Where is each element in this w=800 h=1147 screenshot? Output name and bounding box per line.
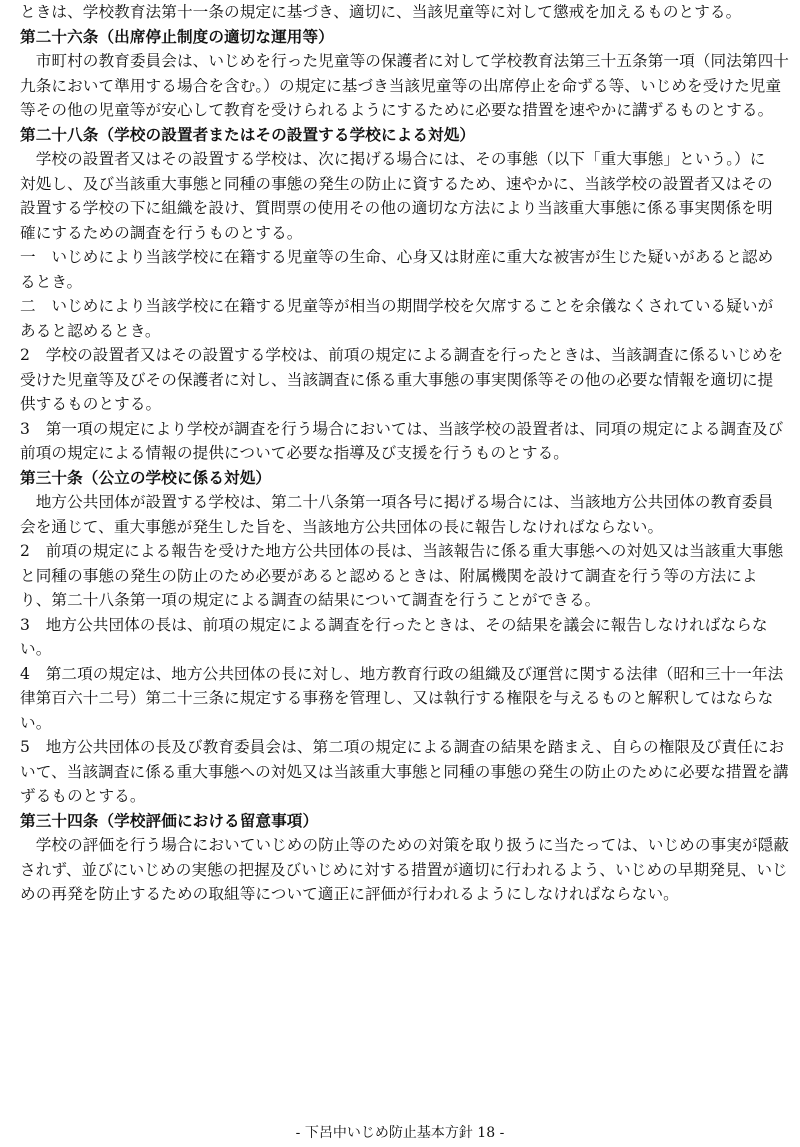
section-heading: 第二十八条（学校の設置者またはその設置する学校による対処） [20, 125, 476, 144]
page-footer: - 下呂中いじめ防止基本方針 18 - [295, 1125, 505, 1141]
text-line: 設置する学校の下に組織を設け、質問票の使用その他の適切な方法により当該重大事態に係る事実関係を明 [20, 199, 773, 217]
text-line: 学校の評価を行う場合においていじめの防止等のための対策を取り扱うに当たっては、いじめの事実が隠蔽 [20, 836, 789, 854]
text-line: 供するものとする。 [20, 395, 162, 413]
document-body [20, 0, 789, 907]
text-line: 一 いじめにより当該学校に在籍する児童等の生命、心身又は財産に重大な被害が生じた疑いがあると認め [20, 248, 774, 266]
text-line: 対処し、及び当該重大事態と同種の事態の発生の防止に資するため、速やかに、当該学校の設置者又はその [20, 174, 773, 193]
text-line: 5 地方公共団体の長及び教育委員会は、第二項の規定による調査の結果を踏まえ、自らの権限及び責任にお [20, 738, 785, 756]
text-line: 4 第二項の規定は、地方公共団体の長に対し、地方教育行政の組織及び運営に関する法律（昭和三十一年法 [20, 664, 784, 683]
text-line: あると認めるとき。 [20, 321, 161, 340]
text-line: 3 地方公共団体の長は、前項の規定による調査を行ったときは、その結果を議会に報告しなければならな [20, 615, 768, 634]
text-line: 会を通じて、重大事態が発生した旨を、当該地方公共団体の長に報告しなければならない。 [20, 517, 664, 536]
text-line: 2 前項の規定による報告を受けた地方公共団体の長は、当該報告に係る重大事態への対処又は当該重大事態 [20, 542, 784, 560]
text-line: ずるものとする。 [20, 787, 146, 805]
text-line: と同種の事態の発生の防止のため必要があると認めるときは、附属機関を設けて調査を行う等の方法によ [20, 566, 758, 585]
text-line: 九条において準用する場合を含む。）の規定に基づき当該児童等の出席停止を命ずる等、いじめを受けた児童 [20, 76, 782, 95]
text-line: 前項の規定による情報の提供について必要な指導及び支援を行うものとする。 [20, 444, 569, 462]
text-line: り、第二十八条第一項の規定による調査の結果について調査を行うことができる。 [20, 591, 601, 609]
text-line: 市町村の教育委員会は、いじめを行った児童等の保護者に対して学校教育法第三十五条第一項（同法第四十 [20, 52, 789, 70]
text-line: されず、並びにいじめの実態の把握及びいじめに対する措置が適切に行われるよう、いじめの早期発見、いじ [20, 860, 788, 879]
text-line: 2 学校の設置者又はその設置する学校は、前項の規定による調査を行ったときは、当該調査に係るいじめを [20, 346, 784, 364]
text-line: 3 第一項の規定により学校が調査を行う場合においては、当該学校の設置者は、同項の規定による調査及び [20, 419, 784, 438]
section-heading: 第三十条（公立の学校に係る対処） [20, 468, 272, 487]
text-line: 学校の設置者又はその設置する学校は、次に掲げる場合には、その事態（以下「重大事態」という。）に [20, 150, 766, 168]
text-line: めの再発を防止するための取組等について適正に評価が行われるようにしなければならない。 [20, 885, 679, 903]
text-line: ときは、学校教育法第十一条の規定に基づき、適切に、当該児童等に対して懲戒を加えるものとする。 [20, 3, 742, 21]
text-line: い。 [20, 713, 52, 732]
text-line: い。 [20, 640, 52, 658]
text-line: いて、当該調査に係る重大事態への対処又は当該重大事態と同種の事態の発生の防止のために必要な措置を講 [20, 762, 789, 781]
text-line: 確にするための調査を行うものとする。 [20, 223, 303, 242]
section-heading: 第三十四条（学校評価における留意事項） [20, 811, 319, 830]
text-line: るとき。 [20, 272, 83, 291]
text-line: 等その他の児童等が安心して教育を受けられるようにするために必要な措置を速やかに講ずるものとする。 [20, 101, 774, 119]
text-line: 地方公共団体が設置する学校は、第二十八条第一項各号に掲げる場合には、当該地方公共団体の教育委員 [20, 493, 774, 511]
text-line: 律第百六十二号）第二十三条に規定する事務を管理し、又は執行する権限を与えるものと解釈してはならな [20, 689, 774, 707]
text-line: 二 いじめにより当該学校に在籍する児童等が相当の期間学校を欠席することを余儀なくされている疑いが [20, 297, 774, 315]
section-heading: 第二十六条（出席停止制度の適切な運用等） [20, 27, 334, 46]
text-line: 受けた児童等及びその保護者に対し、当該調査に係る重大事態の事実関係等その他の必要な情報を適切に提 [20, 370, 774, 389]
